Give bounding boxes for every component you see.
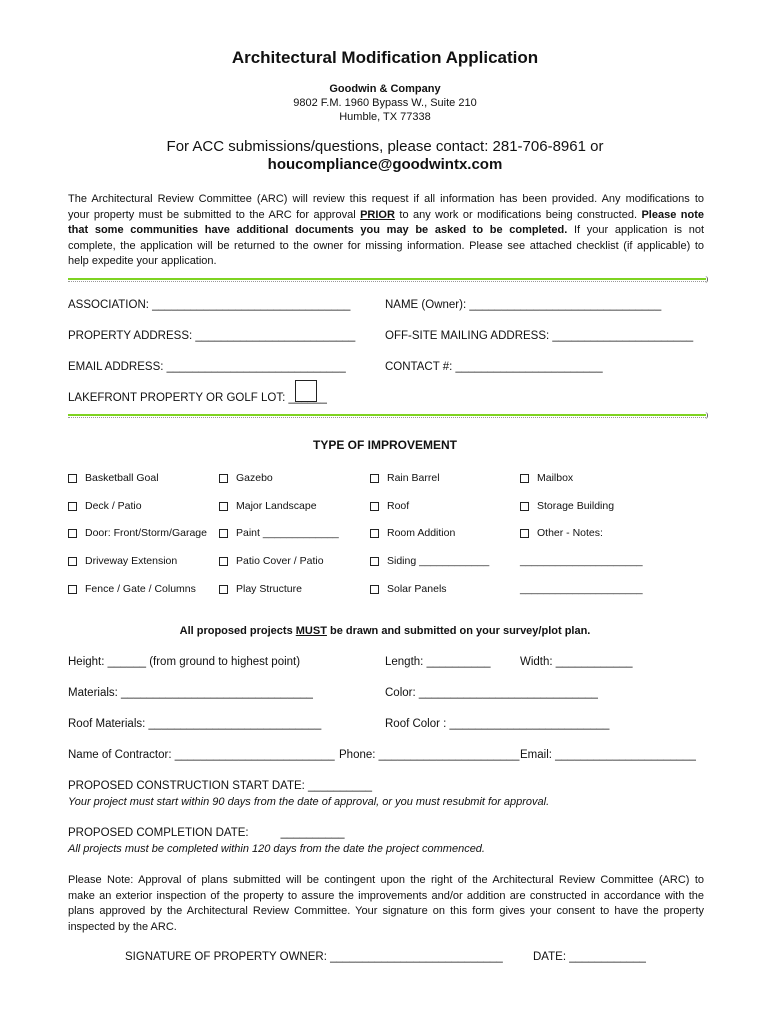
checkbox-square[interactable] (219, 585, 228, 594)
checkbox-label: Play Structure (236, 583, 302, 595)
additional-docs-emphasis: that some communities have additional documents you may be asked to be completed. (68, 224, 568, 236)
start-date-note: Your project must start within 90 days from the date of approval, or you must resubmit for approval. (68, 796, 550, 808)
materials-field[interactable]: Materials: ______________________________ (68, 687, 313, 699)
checkbox-label: Deck / Patio (85, 500, 142, 512)
property-address-field[interactable]: PROPERTY ADDRESS: _________________________ (68, 330, 356, 342)
checkbox-square[interactable] (520, 502, 529, 511)
checkbox-paint[interactable] (219, 527, 339, 539)
intro-paragraph (68, 192, 704, 270)
checkbox-label: Roof (387, 500, 410, 512)
must-emphasis: MUST (295, 625, 327, 637)
checkbox-label: Other - Notes: (537, 527, 603, 539)
start-date-field[interactable]: PROPOSED CONSTRUCTION START DATE: __________ (68, 780, 372, 792)
closing-paragraph (68, 873, 704, 935)
association-field[interactable]: ASSOCIATION: _______________________________ (68, 299, 351, 311)
prior-emphasis: PRIOR (360, 208, 395, 221)
checkbox-label: Storage Building (537, 500, 615, 512)
checkbox-square[interactable] (370, 502, 379, 511)
checkbox-square[interactable] (370, 557, 379, 566)
intro-line-2a: your property must be submitted to the ARC for approval (68, 208, 361, 221)
contractor-name-field[interactable]: Name of Contractor: _________________________ (68, 749, 335, 761)
checkbox-square[interactable] (520, 474, 529, 483)
checkbox-label: Door: Front/Storm/Garage (85, 527, 207, 539)
checkbox-play-structure[interactable] (219, 583, 302, 595)
checkbox-label: Siding ____________ (387, 555, 490, 567)
contact-number-field[interactable]: CONTACT #: _______________________ (385, 361, 603, 373)
checkbox-patio-cover[interactable] (219, 555, 324, 567)
checkbox-square[interactable] (68, 557, 77, 566)
survey-notice-a: All proposed projects (179, 625, 296, 637)
checkbox-square[interactable] (520, 529, 529, 538)
owner-name-field[interactable]: NAME (Owner): ______________________________ (385, 299, 662, 311)
owner-signature-field[interactable]: SIGNATURE OF PROPERTY OWNER: ___________________________ (125, 951, 503, 963)
checkbox-rain-barrel[interactable] (370, 472, 440, 484)
height-field[interactable]: Height: ______ (from ground to highest point) (68, 656, 301, 668)
contractor-email-field[interactable]: Email: ______________________ (520, 749, 696, 761)
intro-line-4: complete, the application will be returned to the owner for missing information. Please see attached checklist (if applicable) to (68, 239, 704, 252)
intro-line-3 (68, 223, 704, 239)
checkbox-label: Basketball Goal (85, 472, 159, 484)
checkbox-square[interactable] (370, 585, 379, 594)
checkbox-label: Major Landscape (236, 500, 317, 512)
contractor-phone-field[interactable]: Phone: ______________________ (339, 749, 520, 761)
email-address-field[interactable]: EMAIL ADDRESS: ____________________________ (68, 361, 346, 373)
intro-line-2b: to any work or modifications being constructed. (394, 208, 642, 221)
checkbox-square[interactable] (68, 474, 77, 483)
checkbox-square[interactable] (68, 529, 77, 538)
checkbox-label: Fence / Gate / Columns (85, 583, 196, 595)
company-address-line1: 9802 F.M. 1960 Bypass W., Suite 210 (293, 97, 477, 109)
checkbox-major-landscape[interactable] (219, 500, 317, 512)
checkbox-gazebo[interactable] (219, 472, 273, 484)
closing-line-4: inspected by the ARC. (68, 920, 177, 933)
checkbox-label: Room Addition (387, 527, 456, 539)
checkbox-label: Mailbox (537, 472, 574, 484)
intro-line-1: The Architectural Review Committee (ARC) will review this request if all information has been provided. Any modifications to (68, 193, 704, 205)
checkbox-solar-panels[interactable] (370, 583, 447, 595)
checkbox-other[interactable] (520, 527, 603, 539)
signature-date-field[interactable]: DATE: ____________ (533, 951, 646, 963)
checkbox-square[interactable] (370, 529, 379, 538)
company-name: Goodwin & Company (329, 83, 441, 95)
closing-line-1: Please Note: Approval of plans submitted will be contingent upon the right of the Architectural Review Committee (ARC) to (68, 874, 704, 886)
improvement-section-title: TYPE OF IMPROVEMENT (312, 438, 457, 452)
intro-line-5: help expedite your application. (68, 255, 217, 267)
company-address-line2: Humble, TX 77338 (339, 111, 431, 123)
contact-email-link[interactable]: houcompliance@goodwintx.com (267, 156, 503, 173)
roof-color-field[interactable]: Roof Color : _________________________ (385, 718, 610, 730)
checkbox-storage-building[interactable] (520, 500, 614, 512)
checkbox-square[interactable] (219, 502, 228, 511)
checkbox-roof[interactable] (370, 500, 409, 512)
checkbox-square[interactable] (219, 557, 228, 566)
checkbox-mailbox[interactable] (520, 472, 573, 484)
checkbox-label: Gazebo (236, 472, 273, 484)
please-note-emphasis: Please note (641, 208, 704, 221)
checkbox-square[interactable] (219, 529, 228, 538)
survey-notice (0, 625, 770, 637)
checkbox-deck-patio[interactable] (68, 500, 142, 512)
checkbox-square[interactable] (68, 502, 77, 511)
other-notes-line-2[interactable]: _____________________ (520, 583, 643, 595)
checkbox-siding[interactable] (370, 555, 489, 567)
lakefront-field[interactable]: LAKEFRONT PROPERTY OR GOLF LOT: ______ (68, 392, 327, 404)
closing-line-2: make an exterior inspection of the property to assure the improvements and/or addition are constructed in accordance with the (68, 889, 704, 902)
intro-line-2 (68, 208, 704, 224)
checkbox-label: Solar Panels (387, 583, 447, 595)
checkbox-driveway-extension[interactable] (68, 555, 177, 567)
checkbox-label: Rain Barrel (387, 472, 440, 484)
checkbox-square[interactable] (68, 585, 77, 594)
checkbox-door[interactable] (68, 527, 207, 539)
checkbox-label: Patio Cover / Patio (236, 555, 324, 567)
completion-date-note: All projects must be completed within 120 days from the date the project commenced. (68, 843, 485, 855)
checkbox-label: Paint _____________ (236, 527, 339, 539)
length-field[interactable]: Length: __________ (385, 656, 491, 668)
checkbox-square[interactable] (219, 474, 228, 483)
width-field[interactable]: Width: ____________ (520, 656, 633, 668)
checkbox-basketball-goal[interactable] (68, 472, 159, 484)
contact-line: For ACC submissions/questions, please contact: 281-706-8961 or (166, 138, 604, 155)
roof-materials-field[interactable]: Roof Materials: ___________________________ (68, 718, 322, 730)
checkbox-label: Driveway Extension (85, 555, 178, 567)
completion-date-field[interactable]: PROPOSED COMPLETION DATE: __________ (68, 827, 345, 839)
lakefront-checkbox[interactable] (295, 380, 317, 402)
section-divider-bottom (68, 414, 706, 418)
checkbox-fence-gate[interactable] (68, 583, 196, 595)
other-notes-line-1[interactable]: _____________________ (520, 555, 643, 567)
checkbox-room-addition[interactable] (370, 527, 455, 539)
closing-line-3: plans approved by the Architectural Review Committee. Your signature on this form gives your consent to have the property (68, 905, 704, 917)
color-field[interactable]: Color: ____________________________ (385, 687, 598, 699)
intro-line-3b: If your application is not (567, 224, 705, 236)
checkbox-square[interactable] (370, 474, 379, 483)
section-divider-top (68, 278, 706, 282)
survey-notice-b: be drawn and submitted on your survey/plot plan. (326, 625, 591, 637)
form-title: Architectural Modification Application (231, 48, 539, 67)
offsite-address-field[interactable]: OFF-SITE MAILING ADDRESS: ______________________ (385, 330, 694, 342)
